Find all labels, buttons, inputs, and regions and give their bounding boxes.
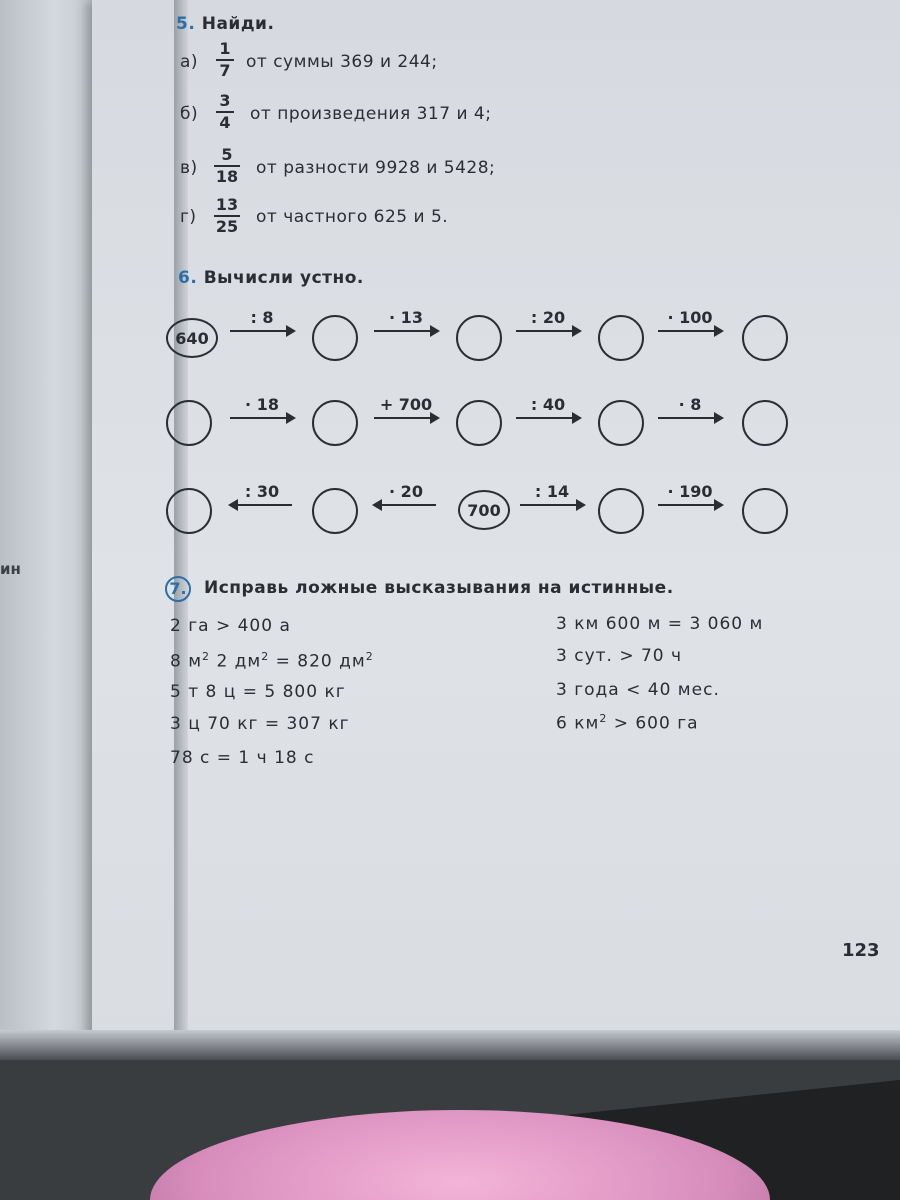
statement: 5 т 8 ц = 5 800 кг — [170, 682, 346, 702]
arrow-mul-18: · 18 — [228, 395, 296, 425]
task7-number: 7. — [165, 576, 191, 602]
task5-number: 5. — [176, 14, 196, 34]
task6-number: 6. — [178, 268, 198, 288]
answer-circle — [598, 315, 644, 361]
arrow-mul-13: · 13 — [372, 308, 440, 338]
answer-circle — [742, 488, 788, 534]
task5-item-c-text: от разности 9928 и 5428; — [256, 158, 496, 178]
task5-item-a-text: от суммы 369 и 244; — [246, 52, 438, 72]
arrow-div-40: : 40 — [514, 395, 582, 425]
statement: 78 с = 1 ч 18 с — [170, 748, 315, 768]
statement: 3 ц 70 кг = 307 кг — [170, 714, 350, 734]
left-page-edge — [0, 0, 92, 1034]
arrow-back-div-30: : 30 — [228, 482, 296, 512]
answer-circle — [166, 488, 212, 534]
arrow-mul-100: · 100 — [656, 308, 724, 338]
task6-header — [178, 268, 364, 288]
statement: 2 га > 400 а — [170, 616, 291, 636]
answer-circle — [598, 488, 644, 534]
answer-circle — [742, 400, 788, 446]
statement: 3 года < 40 мес. — [556, 680, 720, 700]
task6-title: Вычисли устно. — [203, 268, 364, 288]
task7-title: Исправь ложные высказывания на истинные. — [204, 578, 674, 598]
fraction-13-25: 13 25 — [215, 195, 239, 236]
answer-circle — [456, 315, 502, 361]
statement: 3 км 600 м = 3 060 м — [556, 614, 764, 634]
fraction-1-7: 1 7 — [216, 40, 234, 80]
chain-middle-700: 700 — [458, 490, 510, 530]
answer-circle — [166, 400, 212, 446]
task5-item-b-letter: б) — [180, 104, 199, 124]
statement: 3 сут. > 70 ч — [556, 646, 683, 666]
arrow-mul-190: · 190 — [656, 482, 724, 512]
statement: 6 $км^2 > 600$ га — [556, 712, 699, 734]
task5-item-c-letter: в) — [180, 158, 198, 178]
task5-item-a-letter: а) — [180, 52, 199, 72]
arrow-div-14: : 14 — [518, 482, 586, 512]
task5-item-d-text: от частного 625 и 5. — [256, 207, 449, 227]
arrow-div-8: : 8 — [228, 308, 296, 338]
arrow-plus-700: + 700 — [372, 395, 440, 425]
left-page-word: ин — [0, 560, 21, 578]
task5-header — [176, 14, 274, 34]
answer-circle — [598, 400, 644, 446]
answer-circle — [312, 400, 358, 446]
answer-circle — [742, 315, 788, 361]
chain-start-640: 640 — [166, 318, 218, 358]
task5-title: Найди. — [201, 14, 275, 34]
answer-circle — [456, 400, 502, 446]
answer-circle — [312, 315, 358, 361]
page-bottom-edge — [0, 1030, 900, 1060]
arrow-mul-8: · 8 — [656, 395, 724, 425]
answer-circle — [312, 488, 358, 534]
arrow-back-mul-20: · 20 — [372, 482, 440, 512]
arrow-div-20: : 20 — [514, 308, 582, 338]
task5-item-b-text: от произведения 317 и 4; — [250, 104, 492, 124]
statement: 8 $м^2$ 2 $дм^2 = 820$ $дм^2$ — [170, 650, 374, 672]
page-number: 123 — [842, 940, 880, 961]
task5-item-d-letter: г) — [180, 207, 197, 227]
fraction-3-4: 3 4 — [216, 92, 234, 132]
fraction-5-18: 5 18 — [215, 145, 239, 186]
